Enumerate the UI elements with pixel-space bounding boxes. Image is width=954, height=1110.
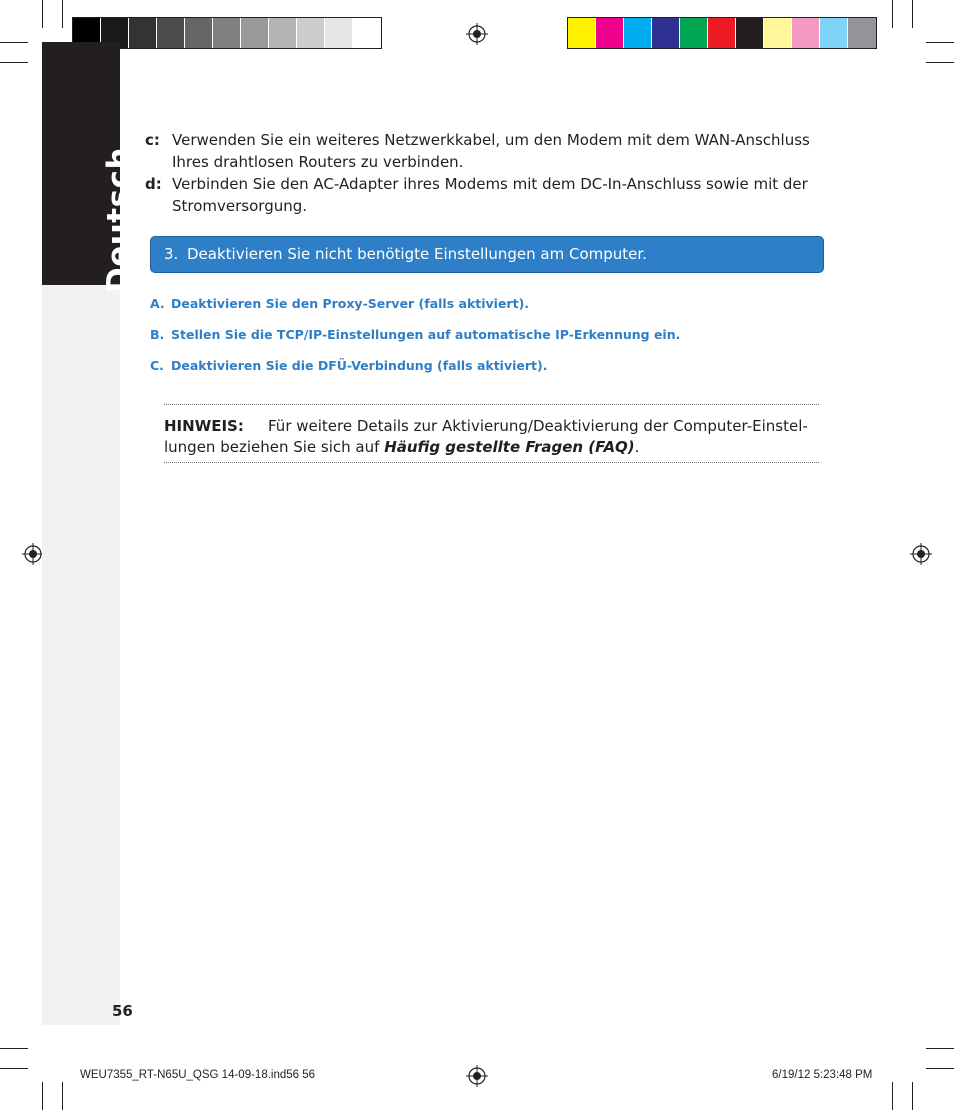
color-swatch [680, 18, 708, 48]
language-tab-label: Deutsch [101, 146, 137, 294]
color-swatch [820, 18, 848, 48]
footer-file-info: WEU7355_RT-N65U_QSG 14-09-18.ind56 56 [80, 1069, 316, 1081]
color-swatch [736, 18, 764, 48]
color-swatch [129, 18, 157, 48]
step-letter: d: [145, 175, 162, 193]
note-label: HINWEIS: [164, 417, 244, 435]
language-tab [42, 42, 137, 294]
step-letter: c: [145, 131, 160, 149]
crop-mark [42, 0, 43, 28]
crop-mark [0, 1068, 28, 1069]
sub-item-a [150, 296, 529, 311]
crop-mark [926, 1048, 954, 1049]
color-swatch [241, 18, 269, 48]
crop-mark [892, 0, 893, 28]
sub-item-b [150, 327, 680, 342]
color-swatch [848, 18, 876, 48]
color-swatch [185, 18, 213, 48]
color-swatch [213, 18, 241, 48]
footer-timestamp: 6/19/12 5:23:48 PM [772, 1069, 873, 1081]
sub-item-letter: B. [150, 327, 165, 342]
color-swatch [297, 18, 325, 48]
sub-item-letter: A. [150, 296, 165, 311]
sub-item-text: Stellen Sie die TCP/IP-Einstellungen auf automatische IP-Erkennung ein. [171, 327, 681, 342]
registration-mark-icon [910, 543, 932, 565]
color-swatch [764, 18, 792, 48]
banner-title: Deaktivieren Sie nicht benötigte Einstellungen am Computer. [187, 245, 647, 263]
crop-mark [42, 1082, 43, 1110]
color-swatch [353, 18, 381, 48]
crop-mark [926, 62, 954, 63]
crop-mark [926, 1068, 954, 1069]
step-item-c [145, 129, 825, 173]
step-text: Verbinden Sie den AC-Adapter ihres Modems mit dem DC-In-Anschluss sowie mit der Stromversorgung. [172, 175, 808, 215]
sub-item-text: Deaktivieren Sie den Proxy-Server (falls aktiviert). [171, 296, 530, 311]
crop-mark [0, 42, 28, 43]
banner-number: 3. [164, 245, 179, 263]
process-color-bar [567, 17, 877, 49]
crop-mark [912, 1082, 913, 1110]
crop-mark [912, 0, 913, 28]
crop-mark [0, 1048, 28, 1049]
side-margin-strip [42, 285, 120, 1025]
color-swatch [792, 18, 820, 48]
note-divider-top [164, 404, 819, 405]
registration-mark-icon [466, 23, 488, 45]
note-divider-bottom [164, 462, 819, 463]
page-number: 56 [112, 1002, 133, 1020]
sub-item-c [150, 358, 547, 373]
color-swatch [568, 18, 596, 48]
color-swatch [708, 18, 736, 48]
color-swatch [624, 18, 652, 48]
color-swatch [325, 18, 353, 48]
crop-mark [62, 0, 63, 28]
note-block [164, 416, 824, 458]
crop-mark [926, 42, 954, 43]
color-swatch [652, 18, 680, 48]
sub-item-letter: C. [150, 358, 164, 373]
color-swatch [596, 18, 624, 48]
crop-mark [892, 1082, 893, 1110]
registration-mark-icon [22, 543, 44, 565]
crop-mark [62, 1082, 63, 1110]
section-banner [150, 236, 824, 273]
color-swatch [157, 18, 185, 48]
registration-mark-icon [466, 1065, 488, 1087]
note-text-end: . [634, 438, 640, 456]
crop-mark [0, 62, 28, 63]
color-swatch [269, 18, 297, 48]
faq-reference: Häufig gestellte Fragen (FAQ) [384, 438, 635, 456]
sub-item-text: Deaktivieren Sie die DFÜ-Verbindung (falls aktiviert). [171, 358, 548, 373]
step-text: Verwenden Sie ein weiteres Netzwerkkabel, um den Modem mit dem WAN-Anschluss Ihres drahtlosen Routers zu verbinden. [172, 131, 810, 171]
step-item-d [145, 173, 825, 217]
note-text: Für weitere Details zur Aktivierung/Deaktivierung der Computer-Einstel-lungen beziehen Sie sich auf [164, 417, 808, 456]
